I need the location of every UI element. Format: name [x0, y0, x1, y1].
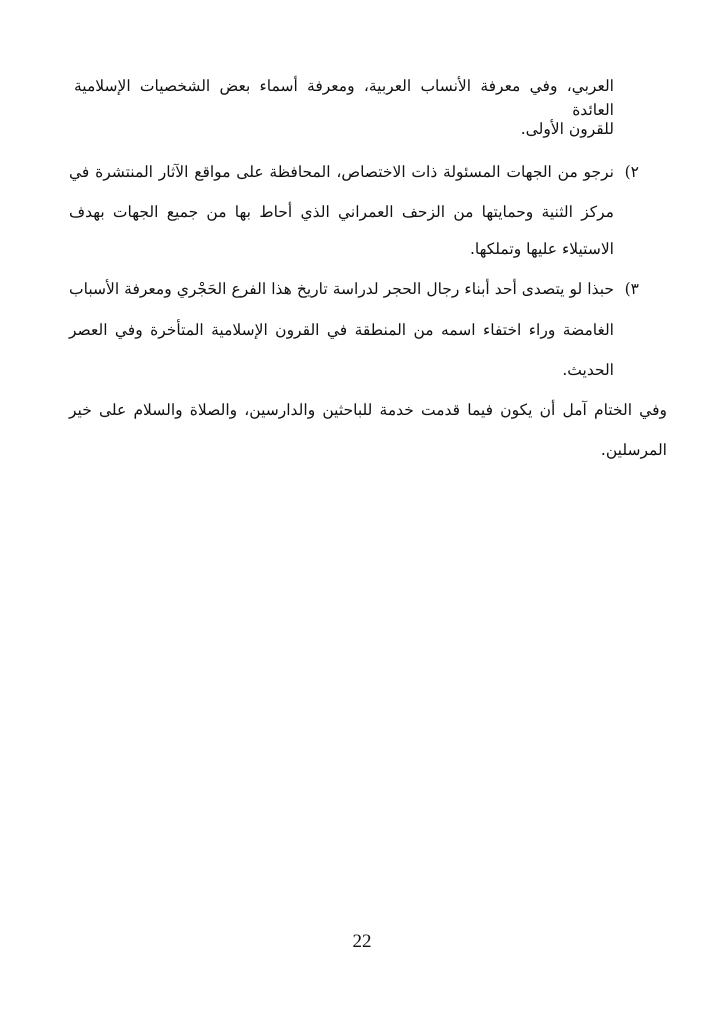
list-item-line: الحديث. — [562, 361, 614, 379]
list-item-number: ٣) — [624, 280, 639, 298]
list-item-line: حبذا لو يتصدى أحد أبناء رجال الحجر لدراسة تاريخ هذا الفرع الحَجْري ومعرفة الأسباب — [69, 280, 614, 298]
list-item-line: نرجو من الجهات المسئولة ذات الاختصاص، المحافظة على مواقع الآثار المنتشرة في — [69, 163, 614, 181]
paragraph-line: العربي، وفي معرفة الأنساب العربية، ومعرفة أسماء بعض الشخصيات الإسلامية العائدة — [74, 77, 614, 119]
page-number: 22 — [352, 931, 372, 952]
list-item-number: ٢) — [624, 163, 639, 181]
list-item-line: الاستيلاء عليها وتملكها. — [469, 240, 614, 258]
closing-line: المرسلين. — [600, 441, 667, 459]
closing-line: وفي الختام آمل أن يكون فيما قدمت خدمة للباحثين والدارسين، والصلاة والسلام على خير — [69, 401, 667, 419]
list-item-line: مركز الثنية وحمايتها من الزحف العمراني الذي أحاط بها من جميع الجهات بهدف — [69, 203, 614, 221]
list-item-line: الغامضة وراء اختفاء اسمه من المنطقة في القرون الإسلامية المتأخرة وفي العصر — [69, 321, 614, 339]
paragraph-line: للقرون الأولى. — [520, 120, 614, 138]
